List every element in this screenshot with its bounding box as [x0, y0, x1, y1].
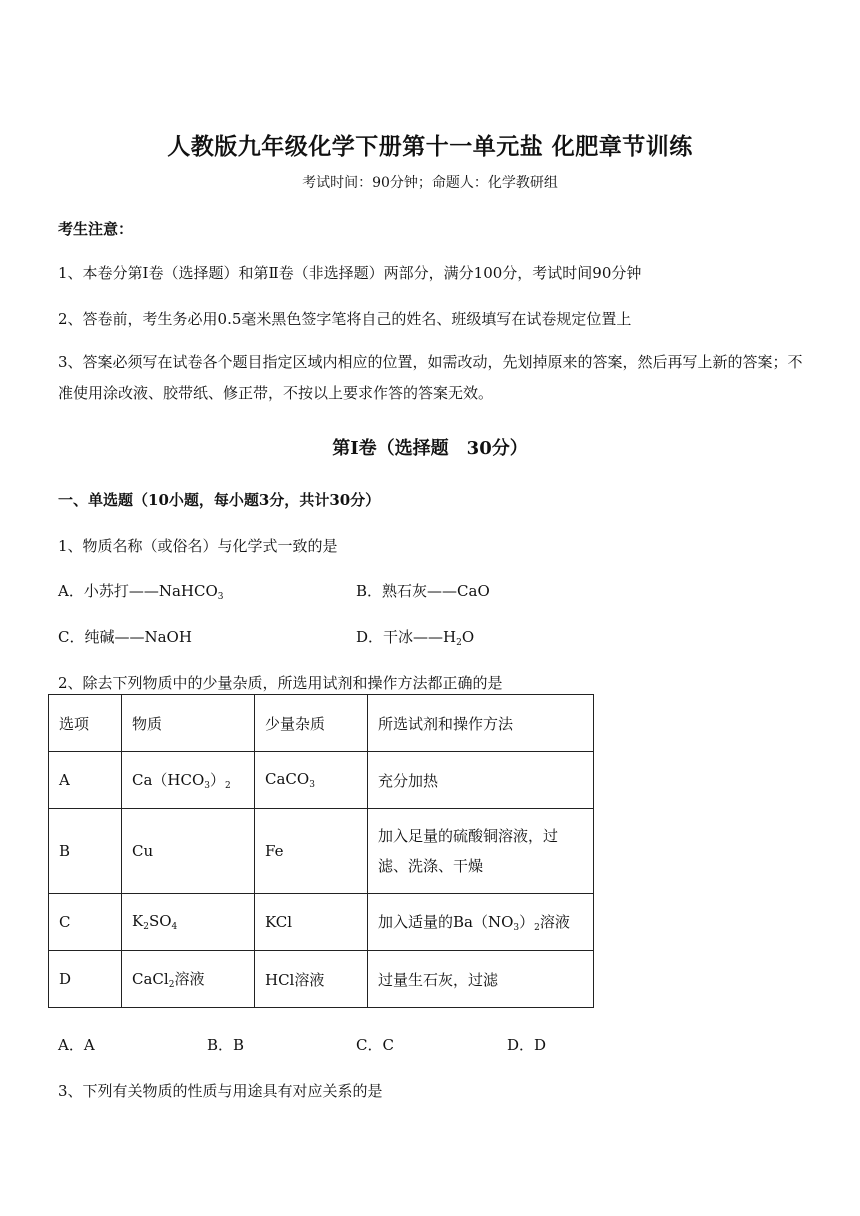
impurity-cell: CaCO$_3$ — [255, 752, 368, 809]
notice-heading: 考生注意： — [58, 220, 134, 238]
q2-option-c: C．C — [356, 1036, 394, 1054]
method-cell: 加入足量的硫酸铜溶液，过滤、洗涤、干燥 — [368, 809, 594, 894]
substance-cell: CaCl$_2$溶液 — [122, 951, 255, 1008]
substance-cell: Cu — [122, 809, 255, 894]
impurity-cell: HCl溶液 — [255, 951, 368, 1008]
q1-option-a: A．小苏打——NaHCO$_3$ — [58, 582, 224, 602]
q2-option-d: D．D — [507, 1036, 547, 1054]
table-header: 少量杂质 — [255, 695, 368, 752]
question-1-stem: 1、物质名称（或俗名）与化学式一致的是 — [58, 537, 338, 555]
table-row — [49, 809, 594, 894]
question-2-stem: 2、除去下列物质中的少量杂质，所选用试剂和操作方法都正确的是 — [58, 674, 503, 692]
option-cell: D — [49, 951, 122, 1008]
option-cell: B — [49, 809, 122, 894]
part-heading: 一、单选题（10小题，每小题3分，共计30分） — [58, 491, 381, 509]
section-title: 第Ⅰ卷（选择题 30分） — [332, 438, 528, 459]
q1-option-d: D．干冰$——H_2O$ — [356, 628, 475, 648]
q2-option-b: B．B — [207, 1036, 245, 1054]
q2-table — [48, 694, 594, 1008]
notice-item-1: 1、本卷分第Ⅰ卷（选择题）和第Ⅱ卷（非选择题）两部分，满分100分，考试时间90分钟 — [58, 264, 642, 282]
impurity-cell: Fe — [255, 809, 368, 894]
q1-option-c: C．纯碱——NaOH — [58, 628, 192, 646]
question-3-stem: 3、下列有关物质的性质与用途具有对应关系的是 — [58, 1082, 383, 1100]
substance-cell: $Ca(HCO_3)_2$ — [122, 752, 255, 809]
table-row — [49, 894, 594, 951]
table-row — [49, 951, 594, 1008]
q2-option-a: A．A — [58, 1036, 95, 1054]
notice-item-3: 3、答案必须写在试卷各个题目指定区域内相应的位置，如需改动，先划掉原来的答案，然后再写上新的答案；不准使用涂改液、胶带纸、修正带，不按以上要求作答的答案无效。 — [58, 353, 803, 402]
exam-info: 考试时间：90分钟；命题人：化学教研组 — [302, 175, 558, 191]
method-cell: 加入适量的$Ba(NO_3)_2$溶液 — [368, 894, 594, 951]
impurity-cell: KCl — [255, 894, 368, 951]
table-header-row — [49, 695, 594, 752]
page-title: 人教版九年级化学下册第十一单元盐 化肥章节训练 — [167, 133, 693, 160]
option-cell: C — [49, 894, 122, 951]
table-row — [49, 752, 594, 809]
option-cell: A — [49, 752, 122, 809]
table-header: 物质 — [122, 695, 255, 752]
q1-option-b: B．熟石灰——CaO — [356, 582, 490, 600]
method-cell: 充分加热 — [368, 752, 594, 809]
method-cell: 过量生石灰，过滤 — [368, 951, 594, 1008]
table-header: 选项 — [49, 695, 122, 752]
notice-item-2: 2、答卷前，考生务必用0.5毫米黑色签字笔将自己的姓名、班级填写在试卷规定位置上 — [58, 310, 632, 328]
substance-cell: $K_2SO_4$ — [122, 894, 255, 951]
table-header: 所选试剂和操作方法 — [368, 695, 594, 752]
